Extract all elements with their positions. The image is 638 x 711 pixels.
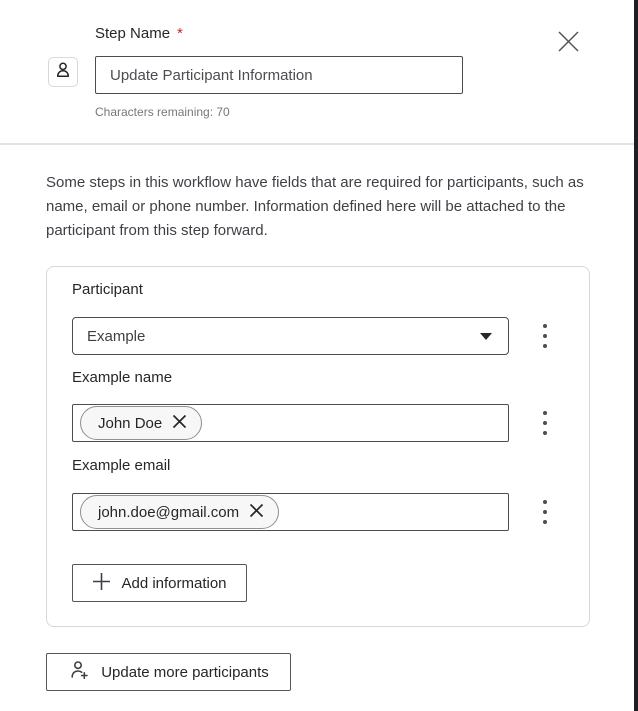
- right-edge-strip: [634, 0, 638, 711]
- plus-icon: [92, 572, 111, 595]
- header-divider: [0, 143, 634, 145]
- add-information-button[interactable]: [72, 564, 247, 602]
- step-name-input[interactable]: [95, 56, 463, 94]
- participant-label: Participant: [72, 281, 143, 298]
- participant-select-value: Example: [87, 327, 146, 345]
- step-name-label: Step Name *: [95, 25, 183, 42]
- update-more-participants-label: Update more participants: [101, 663, 269, 681]
- update-more-participants-button[interactable]: [46, 653, 291, 691]
- chevron-down-icon: [480, 333, 492, 340]
- field-label: Example name: [72, 369, 173, 386]
- participant-card: [46, 266, 590, 627]
- close-button[interactable]: [553, 28, 583, 58]
- person-plus-icon: [68, 659, 90, 685]
- chip-label: john.doe@gmail.com: [98, 503, 240, 521]
- value-chip: [80, 495, 279, 529]
- chip-label: John Doe: [98, 414, 163, 432]
- field-label: Example email: [72, 457, 171, 474]
- value-chip: [80, 406, 202, 440]
- field-menu-button[interactable]: [533, 408, 557, 438]
- close-icon: [171, 413, 188, 433]
- person-icon: [53, 60, 73, 85]
- chip-remove-button[interactable]: [248, 502, 265, 522]
- field-input-name[interactable]: [72, 404, 509, 442]
- add-information-label: Add information: [121, 574, 227, 592]
- field-menu-button[interactable]: [533, 497, 557, 527]
- close-icon: [556, 29, 581, 57]
- required-asterisk: *: [177, 25, 183, 42]
- step-type-icon-box: [48, 57, 78, 87]
- participant-menu-button[interactable]: [533, 321, 557, 351]
- characters-remaining-text: Characters remaining: 70: [95, 105, 230, 119]
- close-icon: [248, 502, 265, 522]
- workflow-description-text: Some steps in this workflow have fields that are required for participants, such as name, email or phone number. Information defined here will be attached to the participant from this step forward.: [46, 174, 584, 239]
- field-input-email[interactable]: [72, 493, 509, 531]
- chip-remove-button[interactable]: [171, 413, 188, 433]
- participant-select[interactable]: [72, 317, 509, 355]
